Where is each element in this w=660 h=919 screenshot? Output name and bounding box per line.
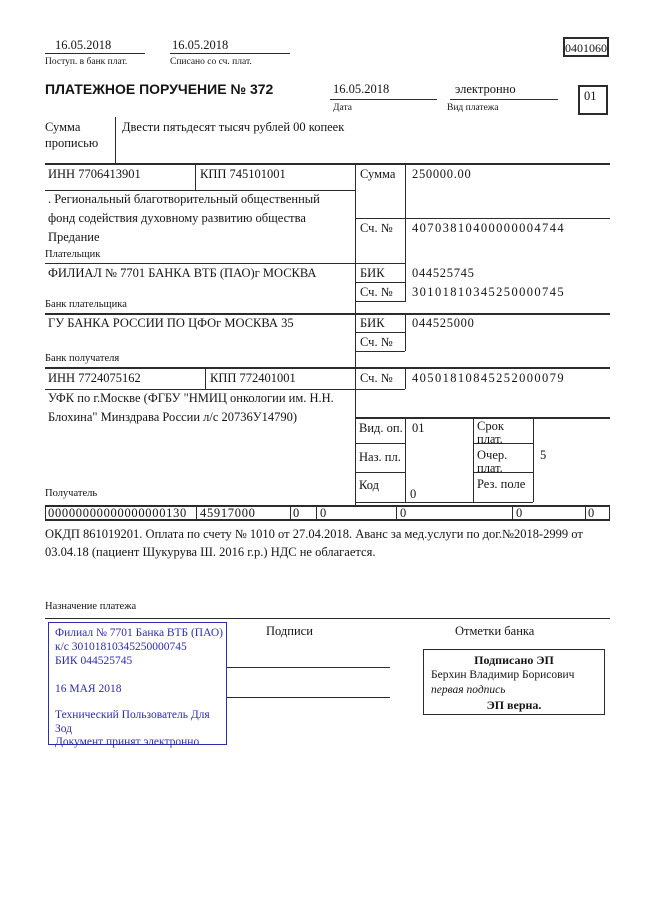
budget-cell-border-4 <box>396 505 397 519</box>
ops-value-divider <box>533 417 534 502</box>
payer-label: Плательщик <box>45 249 101 260</box>
purpose-section-border <box>45 618 610 619</box>
srok-plat-label-line1: Срок <box>477 419 504 433</box>
debited-label: Списано со сч. плат. <box>170 57 252 67</box>
kod-value: 0 <box>410 487 417 501</box>
esignature-box <box>423 649 605 715</box>
payer-name-line2: фонд содействия духовному развитию общества <box>48 211 306 225</box>
payer-bank-corr-account: 30101810345250000745 <box>412 285 565 299</box>
payee-bank-bik: 044525000 <box>412 316 475 330</box>
budget-cell-border-6 <box>585 505 586 519</box>
ops-label-divider <box>473 417 474 502</box>
payer-bank-name: ФИЛИАЛ № 7701 БАНКА ВТБ (ПАО)г МОСКВА <box>48 266 317 280</box>
bank-marks-label: Отметки банка <box>455 624 535 638</box>
payee-bank-bik-label: БИК <box>360 316 385 330</box>
payer-section-border <box>45 263 405 264</box>
stamp-bik: БИК 044525745 <box>55 655 133 667</box>
payer-bank-section-border <box>45 313 610 315</box>
date-label: Дата <box>333 103 352 113</box>
amount-value: 250000.00 <box>412 167 472 181</box>
budget-cell-border-2 <box>290 505 291 519</box>
label-value-divider-2 <box>405 313 406 351</box>
amount-label: Сумма <box>360 167 396 181</box>
label-value-divider-4 <box>405 417 406 502</box>
payee-inn-row-border <box>45 389 405 390</box>
table-top-border <box>45 163 610 165</box>
naz-pl-border <box>356 472 405 473</box>
rez-pole-label: Рез. поле <box>477 477 526 491</box>
main-column-divider <box>355 163 356 505</box>
payment-kind-label: Вид платежа <box>447 103 499 113</box>
budget-cell-border-0 <box>45 505 46 519</box>
signature-line-1 <box>227 667 390 668</box>
received-in-bank-date: 16.05.2018 <box>55 38 112 52</box>
purpose-line1: ОКДП 861019201. Оплата по счету № 1010 от 27.04.2018. Аванс за мед.услуги по дог.№2018-2999 от <box>45 527 583 541</box>
stamp-user-line1: Технический Пользователь Для <box>55 709 210 721</box>
status-code-box <box>578 85 608 115</box>
naz-pl-label: Наз. пл. <box>359 450 401 464</box>
form-code: 0401060 <box>565 41 607 55</box>
purpose-label: Назначение платежа <box>45 601 137 612</box>
label-value-divider-3 <box>405 368 406 389</box>
payee-name-line2: Блохина" Минздрава России л/с 20736У14790) <box>48 410 298 424</box>
stamp-accepted: Документ принят электронно <box>55 736 200 748</box>
payer-bank-bik: 044525745 <box>412 266 475 280</box>
payer-account-number: 40703810400000004744 <box>412 221 565 235</box>
stamp-date: 16 МАЯ 2018 <box>55 683 122 695</box>
stamp-bank-name: Филиал № 7701 Банка ВТБ (ПАО) <box>55 627 223 639</box>
budget-oktmo: 45917000 <box>200 506 256 520</box>
vid-op-border <box>356 443 405 444</box>
budget-field-106: 0 <box>293 506 300 520</box>
budget-field-109: 0 <box>516 506 523 520</box>
budget-cell-border-7 <box>609 505 610 519</box>
budget-field-107: 0 <box>320 506 327 520</box>
bank-stamp-box <box>48 622 227 748</box>
bik2-label-border <box>356 332 405 333</box>
payer-bank-bik-label: БИК <box>360 266 385 280</box>
payee-label: Получатель <box>45 488 98 499</box>
budget-kbk: 00000000000000000130 <box>48 506 187 520</box>
payee-inn-kpp-divider <box>205 368 206 389</box>
stamp-user-line2: Зод <box>55 723 73 735</box>
payment-kind-underline <box>450 99 558 100</box>
payer-inn-kpp-divider <box>195 163 196 190</box>
stamp-corr-account: к/с 30101810345250000745 <box>55 641 187 653</box>
vid-op-label: Вид. оп. <box>359 421 403 435</box>
payee-account-number: 40501810845252000079 <box>412 371 565 385</box>
form-code-box <box>563 37 609 57</box>
budget-cell-border-3 <box>316 505 317 519</box>
document-title: ПЛАТЕЖНОЕ ПОРУЧЕНИЕ № 372 <box>45 81 274 97</box>
amount-in-words: Двести пятьдесят тысяч рублей 00 копеек <box>122 120 345 134</box>
payee-bank-section-border <box>45 367 610 369</box>
kod-label: Код <box>359 478 379 492</box>
payer-name-line3: Предание <box>48 230 100 244</box>
acc2-label-border <box>356 351 405 352</box>
debited-date-underline <box>170 53 290 54</box>
payee-kpp: КПП 772401001 <box>210 371 296 385</box>
esign-signer-name: Берхин Владимир Борисович <box>431 669 575 681</box>
amount-words-label-line1: Сумма <box>45 120 81 134</box>
amount-row-border <box>355 218 610 219</box>
ocher-plat-value: 5 <box>540 448 547 462</box>
received-in-bank-label: Поступ. в банк плат. <box>45 57 128 67</box>
date-underline <box>330 99 437 100</box>
payee-bank-name: ГУ БАНКА РОССИИ ПО ЦФОг МОСКВА 35 <box>48 316 294 330</box>
vid-op-value: 01 <box>412 421 425 435</box>
payer-account-label: Сч. № <box>360 221 393 235</box>
signatures-label: Подписи <box>266 624 313 638</box>
payee-inn: ИНН 7724075162 <box>48 371 141 385</box>
payee-bank-acc-label: Сч. № <box>360 335 393 349</box>
budget-cell-border-5 <box>512 505 513 519</box>
payee-name-line1: УФК по г.Москве (ФГБУ "НМИЦ онкологии им. Н.Н. <box>48 391 334 405</box>
payer-name-line1: . Региональный благотворительный общественный <box>48 192 320 206</box>
payee-account-label: Сч. № <box>360 371 393 385</box>
bik-label-border <box>356 282 405 283</box>
esign-title: Подписано ЭП <box>474 653 554 667</box>
srok-plat-label-line2: плат. <box>477 432 503 446</box>
debited-date: 16.05.2018 <box>172 38 229 52</box>
amount-words-label-line2: прописью <box>45 136 99 150</box>
budget-field-110: 0 <box>588 506 595 520</box>
acc-label-border <box>356 301 405 302</box>
esign-verified: ЭП верна. <box>486 698 542 712</box>
payer-bank-acc-label: Сч. № <box>360 285 393 299</box>
purpose-line2: 03.04.18 (пациент Шукурува Ш. 2016 г.р.) НДС не облагается. <box>45 545 376 559</box>
signature-line-2 <box>227 697 390 698</box>
kod-rez-border <box>356 502 533 503</box>
document-date: 16.05.2018 <box>333 82 390 96</box>
ocher-plat-label-line1: Очер. <box>477 448 508 462</box>
budget-field-108: 0 <box>400 506 407 520</box>
payee-bank-label: Банк получателя <box>45 353 120 364</box>
esign-signature-type: первая подпись <box>431 684 506 696</box>
payer-inn: ИНН 7706413901 <box>48 167 141 181</box>
label-value-divider-1 <box>405 163 406 302</box>
status-code: 01 <box>584 89 597 103</box>
payer-inn-row-border <box>45 190 356 191</box>
ocher-plat-label-line2: плат. <box>477 461 503 475</box>
payment-kind: электронно <box>455 82 516 96</box>
payer-bank-label: Банк плательщика <box>45 299 127 310</box>
received-date-underline <box>45 53 145 54</box>
amount-words-divider <box>115 117 116 163</box>
payer-kpp: КПП 745101001 <box>200 167 286 181</box>
budget-cell-border-1 <box>196 505 197 519</box>
